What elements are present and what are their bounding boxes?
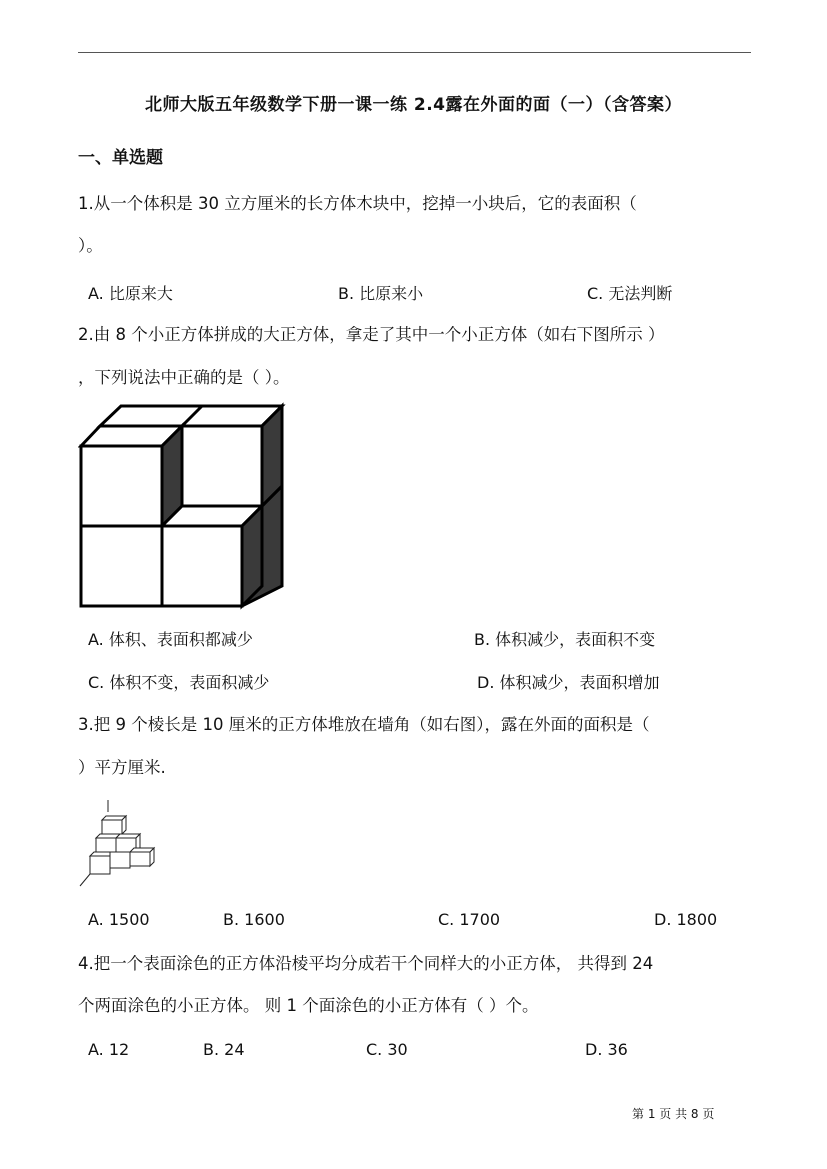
question-2-text-cont: ，下列说法中正确的是（ ）。 xyxy=(78,368,290,387)
question-4-text-cont: 个两面涂色的小正方体。 则 1 个面涂色的小正方体有（ ）个。 xyxy=(78,996,539,1015)
q2-option-a: A. 体积、表面积都减少 xyxy=(88,630,253,649)
question-3-text: 3.把 9 个棱长是 10 厘米的正方体堆放在墙角（如右图），露在外面的面积是（ xyxy=(78,715,650,734)
q4-option-a: A. 12 xyxy=(88,1040,130,1059)
cube-missing-piece-figure xyxy=(78,402,286,612)
q2-option-b: B. 体积减少，表面积不变 xyxy=(474,630,656,649)
question-1-text-cont: ）。 xyxy=(78,236,103,255)
q4-option-b: B. 24 xyxy=(203,1040,245,1059)
q3-option-c: C. 1700 xyxy=(438,910,501,929)
q2-option-d: D. 体积减少，表面积增加 xyxy=(477,673,660,692)
question-2-text: 2.由 8 个小正方体拼成的大正方体，拿走了其中一个小正方体（如右下图所示 ） xyxy=(78,325,665,344)
q1-option-c: C. 无法判断 xyxy=(587,284,673,303)
question-1-text: 1.从一个体积是 30 立方厘米的长方体木块中，挖掉一小块后，它的表面积（ xyxy=(78,194,637,213)
q1-option-b: B. 比原来小 xyxy=(338,284,424,303)
q3-option-a: A. 1500 xyxy=(88,910,150,929)
q2-option-c: C. 体积不变，表面积减少 xyxy=(88,673,270,692)
question-3-text-cont: ）平方厘米. xyxy=(78,758,166,777)
q1-option-a: A. 比原来大 xyxy=(88,284,173,303)
question-4-text: 4.把一个表面涂色的正方体沿棱平均分成若干个同样大的小正方体， 共得到 24 xyxy=(78,954,654,973)
q3-option-d: D. 1800 xyxy=(654,910,718,929)
stacked-cubes-corner-figure xyxy=(78,798,168,890)
q4-option-c: C. 30 xyxy=(366,1040,408,1059)
page-title: 北师大版五年级数学下册一课一练 2.4露在外面的面（一）（含答案） xyxy=(144,95,683,115)
q4-option-d: D. 36 xyxy=(585,1040,628,1059)
q3-option-b: B. 1600 xyxy=(223,910,285,929)
header-rule xyxy=(78,52,751,53)
page-number: 第 1 页 共 8 页 xyxy=(632,1107,715,1121)
section-heading: 一、单选题 xyxy=(78,148,163,168)
